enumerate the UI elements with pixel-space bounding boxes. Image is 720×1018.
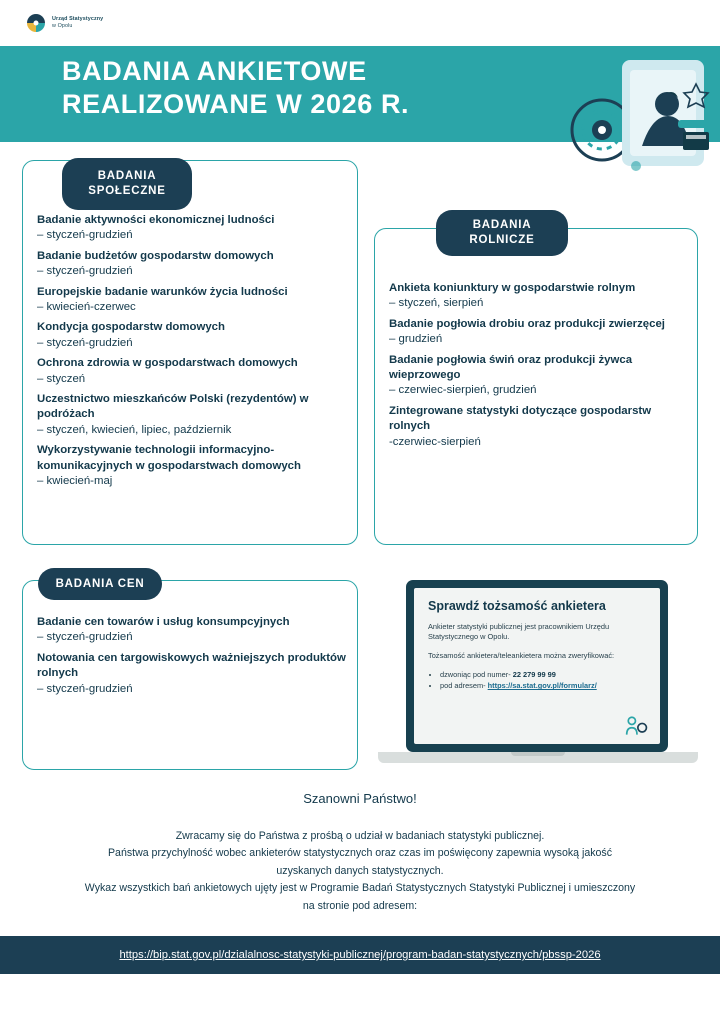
- title-line-2: REALIZOWANE W 2026 R.: [62, 89, 410, 119]
- verify-form-link[interactable]: https://sa.stat.gov.pl/formularz/: [487, 681, 597, 691]
- survey-period: – styczeń-grudzień: [37, 265, 133, 278]
- survey-name: Badanie cen towarów i usług konsumpcyjnych: [37, 616, 290, 628]
- logo-line-2: w Opolu: [52, 23, 73, 29]
- survey-period: – styczeń-grudzień: [37, 631, 133, 644]
- footer-line: uzyskanych danych statystycznych.: [276, 864, 444, 877]
- survey-name: Zintegrowane statystyki dotyczące gospodarstw rolnych: [389, 404, 652, 433]
- card-agri-body: [375, 229, 697, 465]
- card-badania-rolnicze: [374, 228, 698, 545]
- footer-line: Wykaz wszystkich bań ankietowych ujęty jest w Programie Badań Statystycznych Statystyki Publicznej i umieszczony: [84, 882, 636, 895]
- card-tab-spoleczne: [62, 158, 192, 210]
- survey-name: Europejskie badanie warunków życia ludności: [37, 285, 288, 298]
- list-item: [37, 249, 349, 280]
- survey-period: – styczeń: [37, 372, 86, 385]
- verify-phone-number: 22 279 99 99: [512, 670, 556, 680]
- card-tab-ceny: [38, 568, 162, 600]
- verify-item-prefix: dzwoniąc pod numer-: [440, 670, 513, 680]
- card-tab-line-2: SPOŁECZNE: [88, 185, 166, 197]
- card-tab-line-1: BADANIA CEN: [55, 577, 145, 590]
- list-item: [389, 317, 689, 348]
- verify-title: Sprawdź tożsamość ankietera: [428, 599, 606, 613]
- survey-name: Badanie pogłowia drobiu oraz produkcji zwierzęcej: [389, 317, 665, 330]
- card-tab-line-1: BADANIA: [97, 170, 157, 182]
- survey-name: Badanie aktywności ekonomicznej ludności: [37, 214, 275, 226]
- laptop-content: [414, 588, 660, 744]
- laptop-illustration: [378, 580, 698, 776]
- survey-period: – styczeń, kwiecień, lipiec, październik: [37, 423, 232, 436]
- survey-period: – kwiecień-maj: [37, 475, 113, 488]
- salutation: Szanowni Państwo!: [303, 791, 417, 806]
- pbssp-link[interactable]: https://bip.stat.gov.pl/dzialalnosc-statystyki-publicznej/program-badan-statystycznych/pbssp-2026: [119, 949, 601, 961]
- list-item: [37, 320, 349, 351]
- list-item: [37, 213, 349, 244]
- card-prices-body: [23, 581, 357, 712]
- list-item: [389, 281, 689, 312]
- logo-text: [52, 16, 103, 30]
- page-title: [62, 55, 582, 121]
- title-line-1: BADANIA ANKIETOWE: [62, 56, 367, 86]
- survey-period: – styczeń-grudzień: [37, 229, 133, 242]
- footer-line: na stronie pod adresem:: [302, 899, 418, 912]
- survey-name: Kondycja gospodarstw domowych: [37, 321, 225, 334]
- list-item: [440, 680, 646, 691]
- list-item: [389, 404, 689, 450]
- list-item: [440, 669, 646, 680]
- verify-list: [428, 669, 646, 691]
- list-item: [37, 615, 349, 646]
- list-item: [37, 651, 349, 697]
- footer-line: Zwracamy się do Państwa z prośbą o udział w badaniach statystyki publicznej.: [175, 830, 545, 842]
- card-badania-cen: [22, 580, 358, 770]
- survey-name: Ankieta koniunktury w gospodarstwie rolnym: [389, 282, 636, 294]
- survey-period: – grudzień: [389, 333, 443, 346]
- survey-period: – styczeń-grudzień: [37, 336, 133, 349]
- card-tab-line-1: BADANIA: [472, 219, 532, 231]
- card-badania-spoleczne: [22, 160, 358, 545]
- list-item: [389, 353, 689, 399]
- list-item: [37, 392, 349, 438]
- list-item: [37, 356, 349, 387]
- survey-name: Wykorzystywanie technologii informacyjno-komunikacyjnych w gospodarstwach domowych: [37, 444, 301, 472]
- survey-name: Badanie budżetów gospodarstw domowych: [37, 249, 274, 262]
- person-icon: [624, 714, 650, 738]
- list-item: [37, 285, 349, 316]
- verify-item-prefix: pod adresem-: [440, 681, 488, 691]
- survey-period: – styczeń-grudzień: [37, 682, 133, 695]
- laptop-screen: [406, 580, 668, 752]
- card-social-body: [23, 161, 357, 505]
- survey-period: – styczeń, sierpień: [389, 297, 484, 310]
- survey-period: – czerwiec-sierpień, grudzień: [389, 384, 537, 397]
- footer-paragraph: [40, 828, 680, 915]
- survey-period: -czerwiec-sierpień: [389, 435, 481, 448]
- survey-name: Ochrona zdrowia w gospodarstwach domowych: [37, 357, 298, 370]
- verify-paragraph: Ankieter statystyki publicznej jest pracownikiem Urzędu Statystycznego w Opolu.: [428, 622, 610, 642]
- card-tab-rolnicze: [436, 210, 568, 256]
- footer-line: Państwa przychylność wobec ankieterów statystycznych oraz czas im poświęcony zapewnia wysoką jakość: [107, 847, 612, 860]
- logo-bar: [0, 0, 720, 46]
- survey-period: – kwiecień-czerwec: [37, 301, 136, 314]
- logo-line-1: Urząd Statystyczny: [52, 16, 104, 22]
- survey-name: Notowania cen targowiskowych ważniejszych produktów rolnych: [37, 651, 346, 680]
- survey-name: Uczestnictwo mieszkańców Polski (rezydentów) w podróżach: [37, 393, 309, 421]
- verify-subheading: Tożsamość ankietera/teleankietera można zweryfikować:: [428, 650, 615, 660]
- statistical-office-logo-icon: [26, 13, 46, 33]
- card-tab-line-2: ROLNICZE: [469, 234, 535, 246]
- survey-name: Badanie pogłowia świń oraz produkcji żywca wieprzowego: [389, 353, 633, 382]
- footer-link-band: [0, 936, 720, 974]
- list-item: [37, 443, 349, 489]
- laptop-base: [378, 752, 698, 763]
